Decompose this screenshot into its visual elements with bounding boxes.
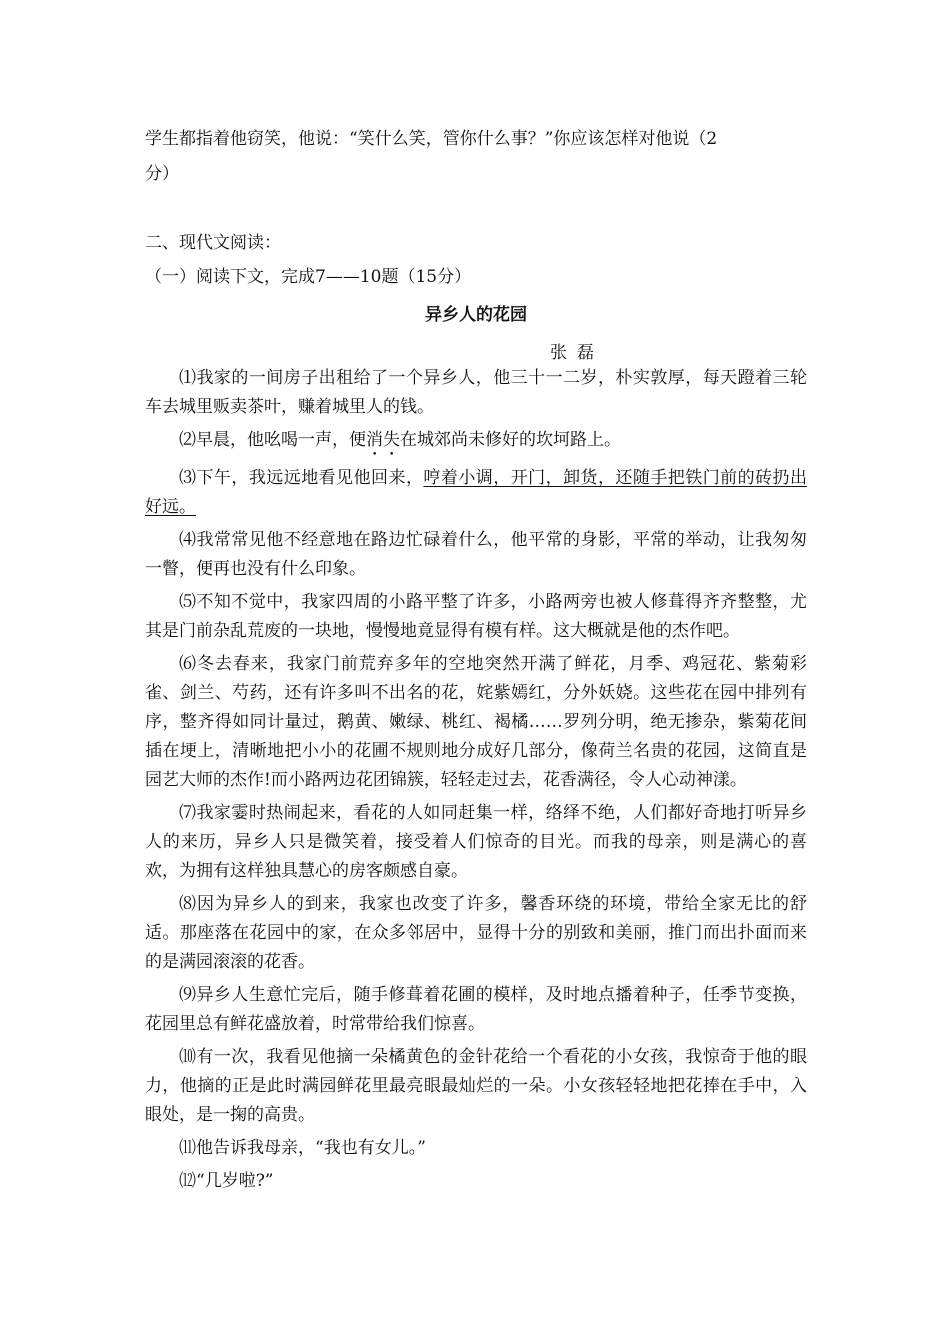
paragraph-7: ⑺我家霎时热闹起来，看花的人如同赶集一样，络绎不绝，人们都好奇地打听异乡人的来历，异乡人只是微笑着，接受着人们惊奇的目光。而我的母亲，则是满心的喜欢，为拥有这样独具慧心的房客颇感自豪。 xyxy=(145,803,807,881)
paragraph-2-start: ⑵早晨，他吆喝一声，便 xyxy=(179,430,366,450)
sub-heading: （一）阅读下文，完成7——10题（15分） xyxy=(145,267,472,287)
paragraph-3 xyxy=(145,464,807,522)
paragraph-11: ⑾他告诉我母亲，“我也有女儿。” xyxy=(179,1138,426,1158)
paragraph-4: ⑷我常常见他不经意地在路边忙碌着什么，他平常的身影，平常的举动，让我匆匆一瞥，便再也没有什么印象。 xyxy=(145,530,807,579)
question-text-line-1: 学生都指着他窃笑，他说：“笑什么笑，管你什么事？”你应该怎样对他说（2 xyxy=(145,129,718,149)
paragraph-2-end: 在城郊尚未修好的坎坷路上。 xyxy=(400,430,621,450)
paragraph-3-start: ⑶下午，我远远地看见他回来， xyxy=(179,468,424,488)
paragraph-1: ⑴我家的一间房子出租给了一个异乡人，他三十一二岁，朴实敦厚，每天蹬着三轮车去城里贩卖茶叶，赚着城里人的钱。 xyxy=(145,368,807,417)
article-body xyxy=(145,364,807,1200)
paragraph-12: ⑿“几岁啦?” xyxy=(179,1171,274,1191)
article-title: 异乡人的花园 xyxy=(425,305,527,325)
paragraph-8: ⑻因为异乡人的到来，我家也改变了许多，馨香环绕的环境，带给全家无比的舒适。那座落在花园中的家，在众多邻居中，显得十分的别致和美丽，推门而出扑面而来的是满园滚滚的花香。 xyxy=(145,894,807,972)
emphasized-word: 消失 xyxy=(366,430,400,450)
paragraph-5: ⑸不知不觉中，我家四周的小路平整了许多，小路两旁也被人修葺得齐齐整整，尤其是门前杂乱荒废的一块地，慢慢地竟显得有模有样。这大概就是他的杰作吧。 xyxy=(145,592,807,641)
article-author: 张磊 xyxy=(550,343,604,363)
paragraph-10: ⑽有一次，我看见他摘一朵橘黄色的金针花给一个看花的小女孩，我惊奇于他的眼力，他摘的正是此时满园鲜花里最亮眼最灿烂的一朵。小女孩轻轻地把花捧在手中，入眼处，是一掬的高贵。 xyxy=(145,1047,807,1125)
paragraph-2 xyxy=(145,426,807,460)
paragraph-9: ⑼异乡人生意忙完后，随手修葺着花圃的模样，及时地点播着种子，任季节变换，花园里总有鲜花盛放着，时常带给我们惊喜。 xyxy=(145,985,807,1034)
paragraph-6: ⑹冬去春来，我家门前荒弃多年的空地突然开满了鲜花，月季、鸡冠花、紫菊彩雀、剑兰、芍药，还有许多叫不出名的花，姹紫嫣红，分外妖娆。这些花在园中排列有序，整齐得如同计量过，鹅黄、嫩绿、桃红、褐橘……罗列分明，绝无掺杂，紫菊花间插在埂上，清晰地把小小的花圃不规则地分成好几部分，像荷兰名贵的花园，这简直是园艺大师的杰作!而小路两边花团锦簇，轻轻走过去，花香满径，令人心动神漾。 xyxy=(145,654,807,790)
underlined-sentence: 哼着小调，开门，卸货，还随手把铁门前的砖扔出好远。 xyxy=(145,468,808,517)
section-heading: 二、现代文阅读： xyxy=(145,233,281,253)
question-text-line-2: 分） xyxy=(145,164,179,184)
